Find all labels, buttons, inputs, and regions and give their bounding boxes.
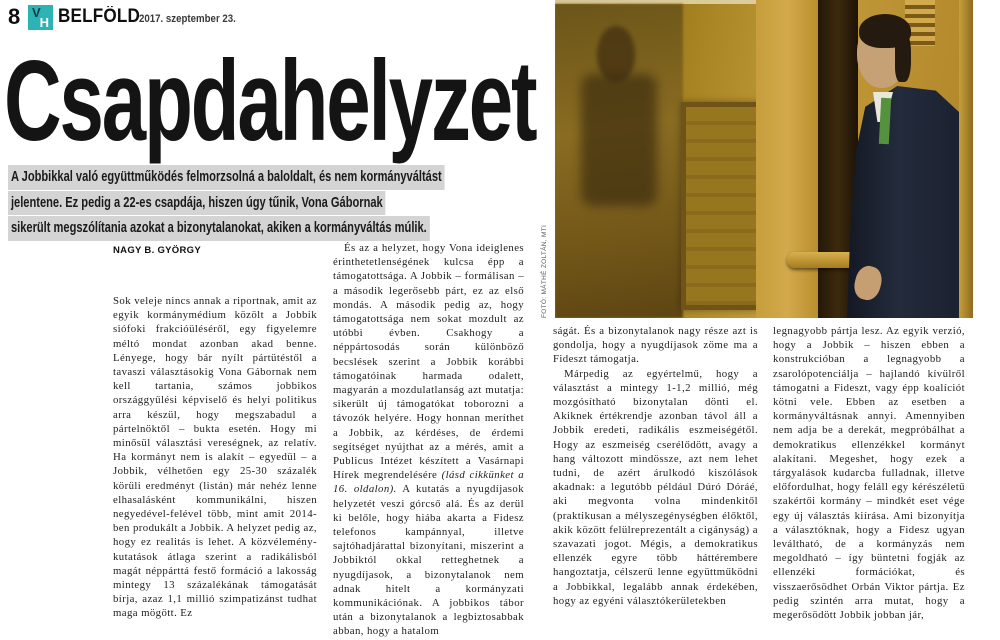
photo-credit: FOTÓ: MÁTHÉ ZOLTÁN, MTI	[541, 224, 548, 318]
section-title: BELFÖLD	[58, 6, 141, 27]
headline: Csapdahelyzet	[4, 38, 536, 165]
page-number: 8	[8, 4, 21, 29]
issue-date: 2017. szeptember 23.	[139, 13, 236, 25]
body-column-3	[553, 324, 758, 640]
body-text: Márpedig az egyértelmű, hogy a választást a mintegy 1-1,2 millió, még mozgósítható bizonytalan dönti el. Akiknek értékrendje azonban távol áll a Jobbik eredeti, radikális eszmeiségétől. Hogy az eszmeiség cserélődött, avagy a hang változott mindössze, azt nem lehet tudni, de azért árulkodó kiszólások akadnak: a legutóbb például Dúró Dóráé, aki megvonta volna mindenkitől (praktikusan a mélyszegénységben élőktől, akik között felülreprezentált a cigányság) a szavazati jogot. Mégis, a demokratikus ellenzék egyre több háttérembere hangoztatja, célszerű lenne együttműködni a Jobbikkal, legalább annak érdekében, hogy az egyéni választókerületekben	[553, 367, 758, 607]
body-column-1	[113, 294, 317, 640]
body-column-4	[773, 324, 965, 640]
body-text: A kutatás a nyugdíjasok helyzetét veszi górcső alá. És az derül ki belőle, hogy hiába akarta a Fidesz telefonos kampánnyal, illetve sajtóhadjárattal bizonyítani, miszerint a Jobbiktól okkal retteghetnek a nyugdíjasok, a bizonytalanok nem adnak hitelt a kormányzati kommunikációnak. A jobbikos tábor után a bizonytalanok a legbiztosabbak abban, hogy a hatalom	[333, 483, 524, 638]
body-text-italic: (lásd cikkünket a 16. oldalon).	[333, 469, 524, 496]
lede	[8, 165, 445, 242]
logo-letter-v: V	[32, 5, 41, 20]
body-text: Sok veleje nincs annak a riportnak, amit az egyik kormánymédium közölt a Jobbik siófoki frakcióüléséről, egy figyelemre méltó mondat azonban akad benne. Lényege, hogy bár nyílt pártütéstől a tavaszi választásokig Vona Gábornak nem kell tartania, számos jobbikos országgyűlési képviselő és helyi politikus arra készül, hogy megszabadul a pártelnöktől – bukta esetén. Hogy mi minősül választási vereségnek, az relatív. Ha kormányt nem is alakít – egyedül – a Jobbik, vélhetően egy 25-30 százalék körüli eredményt (listán) már nehéz lenne elhasalásként kommunikálni, hiszen negyedével-felével több, mint amit 2014-ben produkált a Jobbik. A helyzet pedig az, hogy ez realitás is lehet. A közvélemény-kutatások átlaga szerint a radikálisból magát néppárttá festő formáció a lakosság mintegy 13 százalékának támogatását bírja, azaz 1,1 millió szimpatizánst tudhat maga mögött. Ez	[113, 295, 317, 620]
body-column-2	[333, 241, 524, 640]
body-text: ságát. És a bizonytalanok nagy része azt is gondolja, hogy a nyugdíjasok zöme ma a Fideszt támogatja.	[553, 325, 758, 366]
gold-pillar	[959, 0, 973, 318]
door-edge	[756, 0, 818, 318]
byline: NAGY B. GYÖRGY	[113, 245, 201, 256]
reflection-body	[581, 74, 657, 206]
lede-line: A Jobbikkal való együttműködés felmorzsolná a baloldalt, és nem kormányváltást	[8, 165, 445, 190]
lede-line: sikerült megszólítania azokat a bizonytalanokat, akiken a kormányváltás múlik.	[8, 216, 430, 241]
body-text: legnagyobb pártja lesz. Az egyik verzió, hogy a Jobbik – hiszen ebben a konstrukcióban a legnagyobb a zsarolópotenciálja – hajlandó kívülről támogatni a Fideszt, vagy épp koalíciót kötni vele. Ebben az esetben a kormányváltásnak annyi. Amennyiben nem adja be a derekát, megpróbálhat a demokratikus ellenzékkel kormányt alakítani. Megeshet, hogy ezek a tárgyalások kudarcba fulladnak, illetve előfordulhat, hogy feláll egy kérészéletű szakértői kormány – mindkét eset vége egy új választás kiírása. Ami bizonyítja a választóknak, hogy a Fidesz ugyan leváltható, de a kormányzás nem megoldható – így büntetni fogják az ellenzéki formációkat, és visszaerősödhet Orbán Viktor pártja. Ez pedig szintén arra mutat, hogy a megerősödött Jobbik jobban jár,	[773, 325, 965, 622]
article-photo	[555, 0, 973, 318]
wall-plaque	[681, 102, 761, 310]
logo-letter-h: H	[39, 15, 49, 30]
man-hair-back	[895, 32, 911, 82]
lede-line: jelentene. Ez pedig a 22-es csapdája, hiszen úgy tűnik, Vona Gábornak	[8, 191, 386, 216]
body-text: És az a helyzet, hogy Vona ideiglenes érinthetetlenségének kulcsa épp a támogatottsága. A Jobbik – formálisan – a második legerősebb párt, ez az első mondás. A második pedig az, hogy támogatottsága nem sokat mozdult az utóbbi évben. Csakhogy a néppártosodás során különböző becslések szerint a Jobbik korábbi támogatóinak harmada odalett, magyarán a mozdulatlanság azt mutatja: sikerült új támogatókat toborozni a távozók helyére. Hogy honnan meríthet a Jobbik, az kérdéses, de érdemi segítséget nyújthat az a mérés, amit a Publicus Intézet készített a Vasárnapi Hírek megrendelésére	[333, 242, 524, 482]
vh-logo-icon	[28, 5, 53, 30]
door-handle	[787, 252, 859, 268]
